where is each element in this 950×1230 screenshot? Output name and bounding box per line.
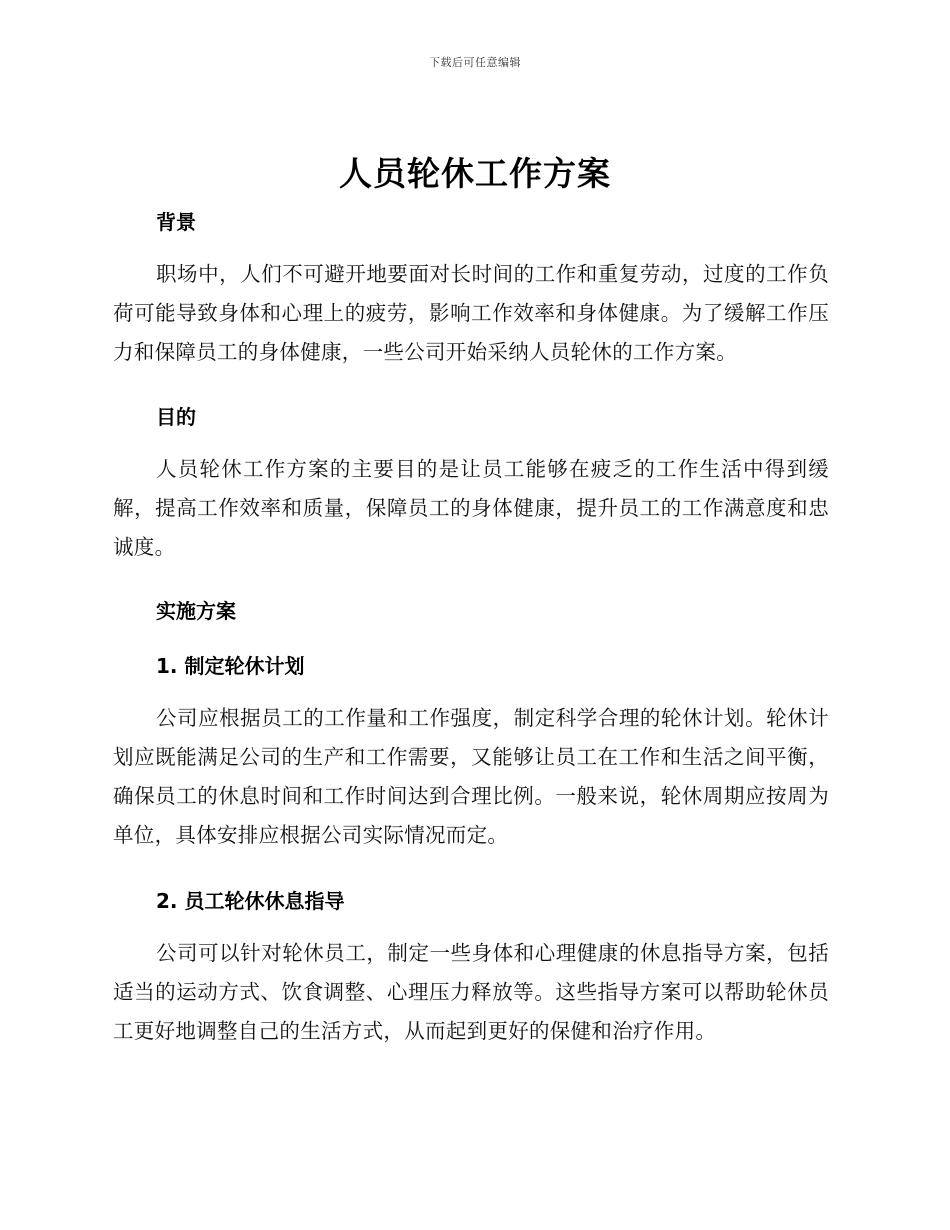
section-heading-background: 背景 (156, 210, 196, 234)
paragraph-rotation-plan: 公司应根据员工的工作量和工作强度，制定科学合理的轮休计划。轮休计划应既能满足公司的生产和工作需要，又能够让员工在工作和生活之间平衡，确保员工的休息时间和工作时间达到合理比例。一般来说，轮休周期应按周为单位，具体安排应根据公司实际情况而定。 (113, 706, 829, 847)
section-heading-purpose: 目的 (156, 405, 196, 429)
paragraph-rest-guidance: 公司可以针对轮休员工，制定一些身体和心理健康的休息指导方案，包括适当的运动方式、饮食调整、心理压力释放等。这些指导方案可以帮助轮休员工更好地调整自己的生活方式，从而起到更好的保健和治疗作用。 (113, 941, 829, 1043)
section-heading-implementation: 实施方案 (156, 599, 236, 623)
paragraph-purpose: 人员轮休工作方案的主要目的是让员工能够在疲乏的工作生活中得到缓解，提高工作效率和质量，保障员工的身体健康，提升员工的工作满意度和忠诚度。 (113, 457, 829, 559)
header-note: 下载后可任意编辑 (429, 56, 521, 69)
subheading-rotation-plan: 1. 制定轮休计划 (156, 654, 305, 678)
subheading-rest-guidance: 2. 员工轮休休息指导 (156, 889, 345, 913)
paragraph-background: 职场中，人们不可避开地要面对长时间的工作和重复劳动，过度的工作负荷可能导致身体和心理上的疲劳，影响工作效率和身体健康。为了缓解工作压力和保障员工的身体健康，一些公司开始采纳人员轮休的工作方案。 (113, 262, 829, 364)
document-title: 人员轮休工作方案 (339, 154, 611, 193)
